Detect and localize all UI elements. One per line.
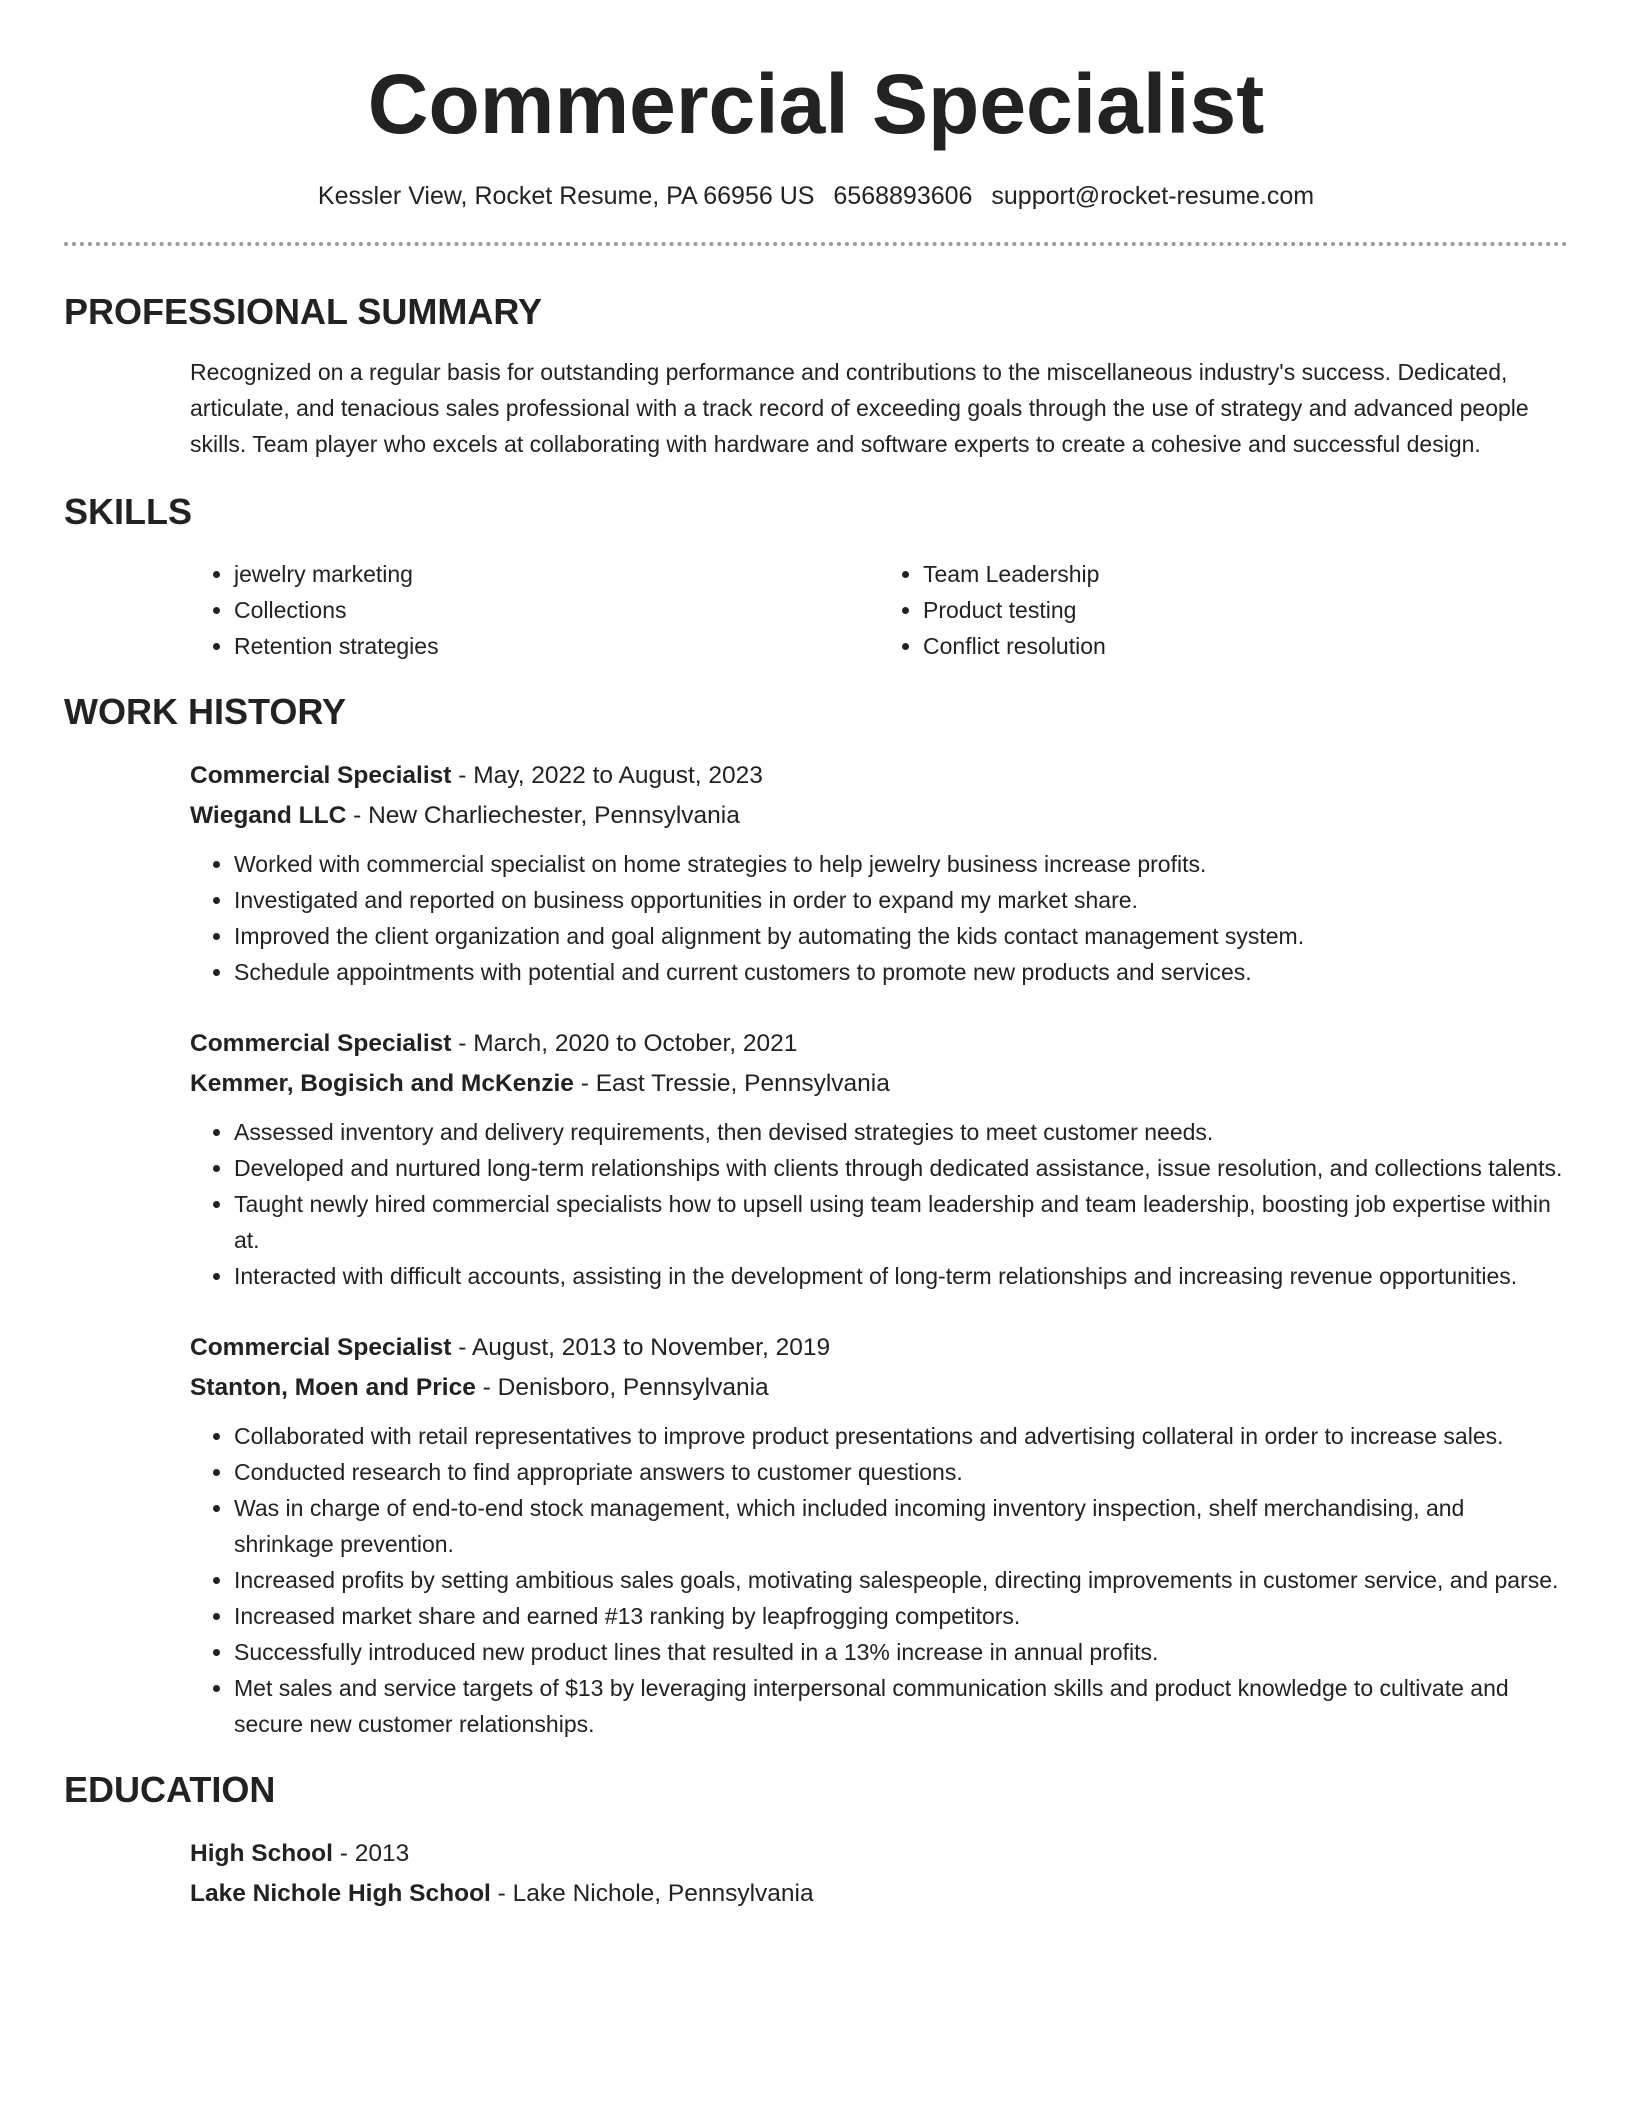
job-dates: - August, 2013 to November, 2019 (451, 1334, 831, 1361)
skill-item: • Team Leadership (923, 556, 1568, 592)
resume-page (64, 0, 1568, 1914)
job-bullet: • Schedule appointments with potential and current customers to promote new products and services. (234, 954, 1568, 990)
contact-phone: 6568893606 (833, 182, 973, 210)
work-history-heading: WORK HISTORY (64, 691, 347, 732)
job-role: Commercial Specialist (190, 1030, 452, 1057)
education-entry (190, 1834, 1568, 1914)
job-bullet: • Taught newly hired commercial specialists how to upsell using team leadership and team leadership, boosting job expertise within at. (234, 1186, 1568, 1258)
job-bullet: • Increased profits by setting ambitious sales goals, motivating salespeople, directing improvements in customer service, and parse. (234, 1562, 1568, 1598)
job-location: - New Charliechester, Pennsylvania (346, 802, 740, 829)
skill-item: • jewelry marketing (234, 556, 879, 592)
job-bullet: • Successfully introduced new product lines that resulted in a 13% increase in annual profits. (234, 1634, 1568, 1670)
job-bullet: • Conducted research to find appropriate answers to customer questions. (234, 1454, 1568, 1490)
skill-item: • Collections (234, 592, 879, 628)
job-entry (190, 756, 1568, 990)
skills-column-left (190, 556, 879, 664)
skills-list (190, 556, 1568, 664)
skills-section (64, 490, 1568, 664)
contact-line (64, 180, 1568, 212)
job-title-line (190, 756, 1568, 796)
job-entry (190, 1024, 1568, 1294)
education-degree-line (190, 1834, 1568, 1874)
contact-address: Kessler View, Rocket Resume, PA 66956 US (317, 182, 815, 210)
skills-heading: SKILLS (64, 491, 193, 532)
job-bullet: • Investigated and reported on business opportunities in order to expand my market share. (234, 882, 1568, 918)
job-bullet: • Was in charge of end-to-end stock management, which included incoming inventory inspection, shelf merchandising, and shrinkage prevention. (234, 1490, 1568, 1562)
job-company: Stanton, Moen and Price (190, 1374, 476, 1401)
job-bullets (190, 1418, 1568, 1742)
job-bullet: • Collaborated with retail representatives to improve product presentations and advertising collateral in order to increase sales. (234, 1418, 1568, 1454)
job-bullet: • Assessed inventory and delivery requirements, then devised strategies to meet customer needs. (234, 1114, 1568, 1150)
education-school: Lake Nichole High School (190, 1880, 491, 1907)
education-degree: High School (190, 1840, 333, 1867)
skills-column-right (879, 556, 1568, 664)
job-location: - East Tressie, Pennsylvania (573, 1070, 890, 1097)
job-bullet: • Developed and nurtured long-term relationships with clients through dedicated assistance, issue resolution, and collections talents. (234, 1150, 1568, 1186)
job-company-line (190, 1064, 1568, 1104)
job-title-line (190, 1024, 1568, 1064)
job-bullet: • Met sales and service targets of $13 by leveraging interpersonal communication skills and product knowledge to cultivate and secure new customer relationships. (234, 1670, 1568, 1742)
skill-item: • Product testing (923, 592, 1568, 628)
job-location: - Denisboro, Pennsylvania (475, 1374, 769, 1401)
job-company-line (190, 796, 1568, 836)
job-bullet: • Worked with commercial specialist on home strategies to help jewelry business increase profits. (234, 846, 1568, 882)
education-heading: EDUCATION (64, 1769, 276, 1810)
work-history-section (64, 690, 1568, 1742)
job-role: Commercial Specialist (190, 1334, 452, 1361)
candidate-name: Commercial Specialist (367, 57, 1265, 151)
job-bullet: • Increased market share and earned #13 ranking by leapfrogging competitors. (234, 1598, 1568, 1634)
education-school-line (190, 1874, 1568, 1914)
contact-email: support@rocket-resume.com (991, 182, 1315, 210)
education-section (64, 1768, 1568, 1914)
education-year: - 2013 (332, 1840, 410, 1867)
summary-text: Recognized on a regular basis for outstanding performance and contributions to the miscellaneous industry's success. Dedicated, articulate, and tenacious sales professional with a track record of exceeding goals through the use of strategy and advanced people skills. Team player who excels at collaborating with hardware and software experts to create a cohesive and successful design. (190, 359, 1529, 457)
job-company: Wiegand LLC (190, 802, 347, 829)
summary-heading: PROFESSIONAL SUMMARY (64, 291, 543, 332)
job-title-line (190, 1328, 1568, 1368)
education-location: - Lake Nichole, Pennsylvania (490, 1880, 814, 1907)
job-company-line (190, 1368, 1568, 1408)
header-divider (64, 242, 1568, 246)
job-dates: - May, 2022 to August, 2023 (451, 762, 763, 789)
summary-section (64, 290, 1568, 462)
skill-item: • Retention strategies (234, 628, 879, 664)
skill-item: • Conflict resolution (923, 628, 1568, 664)
job-dates: - March, 2020 to October, 2021 (451, 1030, 798, 1057)
job-role: Commercial Specialist (190, 762, 452, 789)
job-entry (190, 1328, 1568, 1742)
job-bullet: • Interacted with difficult accounts, assisting in the development of long-term relationships and increasing revenue opportunities. (234, 1258, 1568, 1294)
job-company: Kemmer, Bogisich and McKenzie (190, 1070, 574, 1097)
job-bullets (190, 846, 1568, 990)
job-bullets (190, 1114, 1568, 1294)
job-bullet: • Improved the client organization and goal alignment by automating the kids contact management system. (234, 918, 1568, 954)
